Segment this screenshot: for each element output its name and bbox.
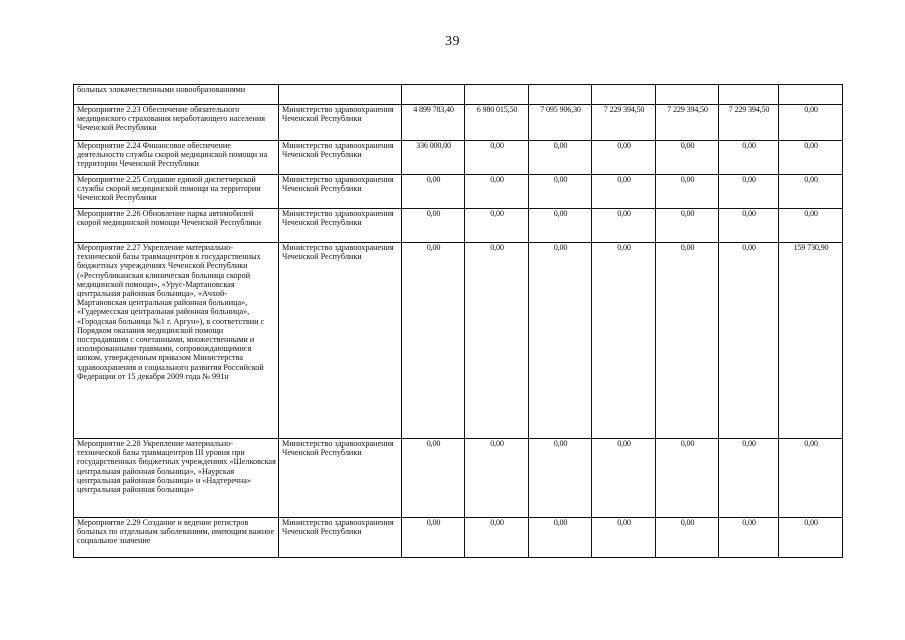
table-row	[74, 105, 843, 141]
table-row	[74, 209, 843, 243]
table-row	[74, 518, 843, 558]
measure-description-cell	[74, 439, 279, 518]
amount-cell: 0,00	[402, 439, 465, 518]
amount-cell: 7 229 394,50	[656, 105, 719, 141]
amount-cell: 0,00	[465, 141, 529, 175]
amount-cell: 0,00	[465, 518, 529, 558]
measure-description-cell	[74, 518, 279, 558]
page-number: 39	[445, 34, 460, 49]
table-row	[74, 141, 843, 175]
amount-cell: 159 730,90	[779, 243, 843, 439]
amount-cell	[779, 85, 843, 105]
table-body	[74, 85, 843, 558]
executor-cell: Министерство здравоохранения Чеченской Республики	[279, 141, 402, 175]
amount-cell: 0,00	[402, 175, 465, 209]
executor-cell: Министерство здравоохранения Чеченской Республики	[279, 105, 402, 141]
amount-cell: 0,00	[529, 243, 592, 439]
amount-cell: 0,00	[465, 243, 529, 439]
amount-cell: 0,00	[656, 243, 719, 439]
amount-cell: 4 899 783,40	[402, 105, 465, 141]
amount-cell: 0,00	[719, 439, 779, 518]
amount-cell: 0,00	[719, 243, 779, 439]
table-row	[74, 243, 843, 439]
amount-cell: 7 095 906,30	[529, 105, 592, 141]
amount-cell: 0,00	[656, 439, 719, 518]
amount-cell: 0,00	[402, 518, 465, 558]
measure-description-text: Мероприятие 2.25 Создание единой диспетчерской службы скорой медицинской помощи на территории Чеченской Республики	[77, 175, 261, 203]
amount-cell: 0,00	[465, 175, 529, 209]
amount-cell: 0,00	[779, 105, 843, 141]
amount-cell: 0,00	[656, 518, 719, 558]
amount-cell: 0,00	[592, 518, 656, 558]
measure-description-cell	[74, 141, 279, 175]
measure-description-text: Мероприятие 2.28 Укрепление материально-технической базы травмацентров III уровня при государственных бюджетных учреждениях «Шелковская центральная районная больница», «Наурская центральная районная больница» и «Надтеречна» центральная районная больница»	[77, 439, 276, 495]
measure-description-cell	[74, 209, 279, 243]
measure-description-text: Мероприятие 2.24 Финансовое обеспечение деятельности службы скорой медицинской помощи на территории Чеченской Республики	[77, 141, 268, 169]
executor-cell	[279, 85, 402, 105]
executor-cell: Министерство здравоохранения Чеченской Республики	[279, 518, 402, 558]
amount-cell: 0,00	[402, 243, 465, 439]
amount-cell: 7 229 394,50	[719, 105, 779, 141]
measure-description-cell	[74, 243, 279, 439]
amount-cell	[592, 85, 656, 105]
measure-description-text: Мероприятие 2.26 Обновление парка автомобилей скорой медицинской помощи Чеченской Республики	[77, 209, 262, 228]
measure-description-cell	[74, 85, 279, 105]
amount-cell	[402, 85, 465, 105]
measure-description-text: больных злокачественными новообразованиями	[77, 85, 246, 94]
amount-cell: 0,00	[529, 175, 592, 209]
amount-cell: 0,00	[719, 209, 779, 243]
amount-cell: 7 229 394,50	[592, 105, 656, 141]
table-row	[74, 175, 843, 209]
amount-cell: 0,00	[656, 175, 719, 209]
amount-cell: 0,00	[779, 209, 843, 243]
executor-cell: Министерство здравоохранения Чеченской Республики	[279, 439, 402, 518]
measure-description-text: Мероприятие 2.23 Обеспечение обязательного медицинского страхования неработающего населения Чеченской Республики	[77, 105, 266, 133]
amount-cell: 336 000,00	[402, 141, 465, 175]
executor-cell: Министерство здравоохранения Чеченской Республики	[279, 209, 402, 243]
amount-cell	[529, 85, 592, 105]
measure-description-text: Мероприятие 2.29 Создание и ведение регистров больных по отдельным заболеваниям, имеющим важное социальное значение	[77, 518, 275, 546]
amount-cell: 0,00	[529, 518, 592, 558]
amount-cell: 0,00	[779, 518, 843, 558]
table-row	[74, 85, 843, 105]
amount-cell: 0,00	[719, 141, 779, 175]
amount-cell: 0,00	[529, 439, 592, 518]
amount-cell: 0,00	[592, 209, 656, 243]
amount-cell: 0,00	[592, 243, 656, 439]
amount-cell: 0,00	[592, 175, 656, 209]
executor-cell: Министерство здравоохранения Чеченской Республики	[279, 175, 402, 209]
amount-cell: 0,00	[529, 141, 592, 175]
amount-cell	[656, 85, 719, 105]
amount-cell: 0,00	[402, 209, 465, 243]
amount-cell: 6 980 015,50	[465, 105, 529, 141]
amount-cell: 0,00	[592, 141, 656, 175]
amount-cell: 0,00	[719, 175, 779, 209]
amount-cell	[719, 85, 779, 105]
amount-cell: 0,00	[592, 439, 656, 518]
amount-cell: 0,00	[465, 439, 529, 518]
executor-cell: Министерство здравоохранения Чеченской Республики	[279, 243, 402, 439]
table-row	[74, 439, 843, 518]
amount-cell: 0,00	[779, 175, 843, 209]
measure-description-cell	[74, 175, 279, 209]
amount-cell	[465, 85, 529, 105]
measure-description-cell	[74, 105, 279, 141]
measure-description-text: Мероприятие 2.27 Укрепление материально-технической базы травмацентров в государственных бюджетных учреждениях Чеченской Республики («Республиканская клиническая больница скорой медицинской помощи», «Урус-Мартановская центральная районная больница», «Ачхой-Мартановская центральная районная больница», «Гудермесская центральная районная больница», «Городская больница №1 г. Аргун»), в соответствии с Порядком оказания медицинской помощи пострадавшим с сочетанными, множественными и изолированными травмами, сопровождающимися шоком, утвержденным приказом Министерства здравоохранения и социального развития Российской Федерации от 15 декабря 2009 года № 991н	[77, 243, 265, 381]
amount-cell: 0,00	[656, 209, 719, 243]
amount-cell: 0,00	[529, 209, 592, 243]
amount-cell: 0,00	[656, 141, 719, 175]
amount-cell: 0,00	[465, 209, 529, 243]
budget-table	[73, 84, 843, 558]
amount-cell: 0,00	[719, 518, 779, 558]
amount-cell: 0,00	[779, 141, 843, 175]
amount-cell: 0,00	[779, 439, 843, 518]
